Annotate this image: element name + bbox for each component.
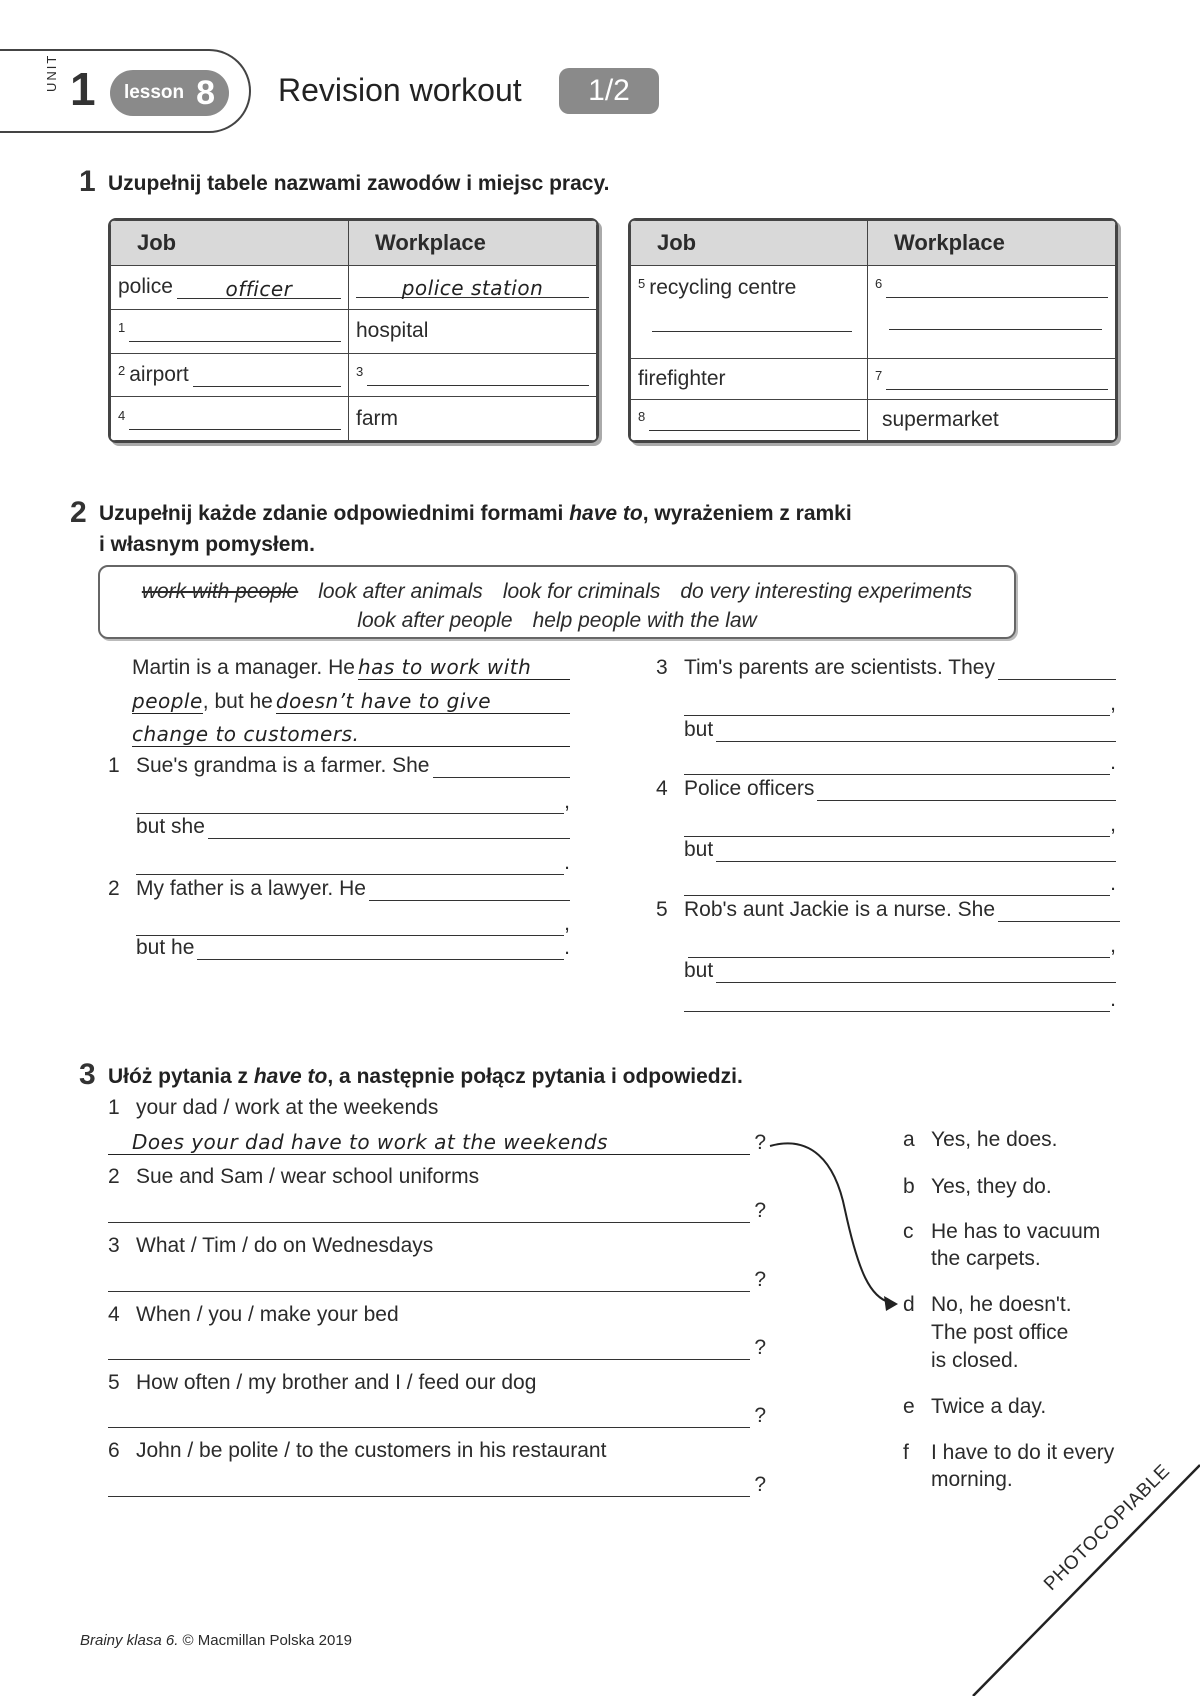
phrase: look after people [357, 609, 513, 632]
instruction-emphasis: have to [569, 502, 643, 525]
item-number: 1 [118, 320, 126, 336]
answer-text: I have to do it every [931, 1441, 1115, 1464]
answer-text: He has to vacuum [931, 1220, 1101, 1243]
item-number: 6 [108, 1439, 120, 1462]
answer-letter: a [903, 1128, 915, 1151]
punctuation: . [1110, 872, 1116, 895]
phrase: do very interesting experiments [680, 580, 973, 603]
answer-text: No, he doesn't. [931, 1293, 1072, 1316]
answer-letter: b [903, 1175, 915, 1198]
prompt-text: John / be polite / to the customers in his restaurant [136, 1439, 607, 1462]
answer-text: morning. [931, 1468, 1013, 1491]
sentence-text: but [684, 959, 714, 982]
example-answer: people [132, 689, 203, 713]
prompt-text: When / you / make your bed [136, 1303, 399, 1326]
sentence-text: Sue's grandma is a farmer. She [136, 754, 430, 777]
question-mark: ? [754, 1404, 766, 1427]
instruction-text: Ułóż pytania z [108, 1065, 254, 1088]
item-number: 2 [108, 877, 120, 900]
cell-text: hospital [349, 309, 597, 353]
punctuation: . [564, 851, 570, 874]
item-number: 8 [638, 409, 646, 424]
lesson-label: lesson [123, 82, 185, 103]
sentence-text: but [684, 838, 714, 861]
header-job: Job [631, 221, 868, 266]
answer-letter: e [903, 1395, 915, 1418]
question-mark: ? [754, 1473, 766, 1496]
item-number: 1 [108, 754, 120, 777]
item-number: 4 [108, 1303, 120, 1326]
question-mark: ? [754, 1131, 766, 1154]
answer-field[interactable]: officer [177, 277, 341, 299]
item-number: 4 [118, 407, 126, 423]
book-title: Brainy klasa 6. [80, 1632, 179, 1649]
punctuation: , [1110, 813, 1116, 836]
example-answer: change to customers. [132, 722, 570, 747]
example-answer: has to work with [358, 655, 570, 680]
page-badge: 1/2 [559, 68, 659, 114]
sentence-text: but she [136, 815, 205, 838]
exercise-1-instruction: Uzupełnij tabele nazwami zawodów i miejsc pracy. [108, 172, 610, 195]
sentence-text: but he [136, 936, 195, 959]
phrase-used: work with people [141, 580, 299, 603]
sentence-text: Police officers [684, 777, 815, 800]
question-mark: ? [754, 1199, 766, 1222]
question-mark: ? [754, 1268, 766, 1291]
lesson-number: 8 [196, 73, 216, 112]
unit-label: UNIT [44, 53, 59, 92]
punctuation: , [564, 790, 570, 813]
punctuation: . [1110, 751, 1116, 774]
item-number: 3 [656, 656, 668, 679]
cell-text: farm [349, 397, 597, 441]
prompt-text: How often / my brother and I / feed our dog [136, 1371, 537, 1394]
item-number: 5 [108, 1371, 120, 1394]
sentence-text: but [684, 718, 714, 741]
sentence-text: Tim's parents are scientists. They [684, 656, 995, 679]
item-number: 6 [875, 276, 883, 291]
cell-text: airport [129, 362, 189, 386]
answer-text: The post office [931, 1321, 1069, 1344]
answer-text: is closed. [931, 1349, 1019, 1372]
answer-letter: c [903, 1220, 914, 1243]
example-answer: doesn’t have to give [276, 689, 570, 714]
sentence-text: , but he [202, 690, 273, 713]
phrase: help people with the law [532, 609, 757, 632]
item-number: 7 [875, 368, 883, 383]
phrase: look for criminals [502, 580, 661, 603]
punctuation: , [564, 912, 570, 935]
prompt-text: Sue and Sam / wear school uniforms [136, 1165, 480, 1188]
instruction-text: Uzupełnij każde zdanie odpowiednimi formami [99, 502, 570, 525]
instruction-text: , wyrażeniem z ramki [642, 502, 852, 525]
exercise-3-number: 3 [79, 1058, 96, 1091]
instruction-emphasis: have to [253, 1065, 328, 1088]
instruction-text: , a następnie połącz pytania i odpowiedzi. [327, 1065, 743, 1088]
example-answer: Does your dad have to work at the weekends [108, 1130, 750, 1155]
cell-text: firefighter [631, 359, 868, 400]
question-mark: ? [754, 1336, 766, 1359]
unit-number: 1 [70, 63, 96, 115]
item-number: 1 [108, 1096, 120, 1119]
cell-text: police [118, 275, 173, 299]
answer-letter: d [903, 1293, 915, 1316]
copyright-text: © Macmillan Polska 2019 [178, 1632, 353, 1649]
phrase: look after animals [318, 580, 483, 603]
page-title: Revision workout [278, 72, 522, 108]
exercise-1-number: 1 [79, 165, 96, 198]
sentence-text: My father is a lawyer. He [136, 877, 366, 900]
item-number: 2 [108, 1165, 120, 1188]
sentence-text: Martin is a manager. He [132, 656, 355, 679]
item-number: 4 [656, 777, 668, 800]
sentence-text: Rob's aunt Jackie is a nurse. She [684, 898, 996, 921]
item-number: 3 [108, 1234, 120, 1257]
answer-text: Yes, they do. [931, 1175, 1052, 1198]
header-job: Job [111, 221, 349, 266]
header-workplace: Workplace [349, 221, 597, 266]
punctuation: . [564, 936, 570, 959]
photocopiable-label: PHOTOCOPIABLE [1040, 1460, 1175, 1595]
prompt-text: What / Tim / do on Wednesdays [136, 1234, 434, 1257]
cell-text: recycling centre [649, 276, 797, 299]
cell-text: supermarket [868, 400, 1116, 441]
item-number: 5 [656, 898, 668, 921]
item-number: 2 [118, 362, 126, 378]
exercise-2-instruction-line2: i własnym pomysłem. [99, 533, 315, 556]
punctuation: , [1110, 934, 1116, 957]
prompt-text: your dad / work at the weekends [136, 1096, 439, 1119]
item-number: 5 [638, 276, 646, 291]
item-number: 3 [356, 363, 364, 379]
punctuation: . [1110, 988, 1116, 1011]
answer-text: the carpets. [931, 1247, 1041, 1270]
answer-text: Twice a day. [931, 1395, 1047, 1418]
punctuation: , [1110, 692, 1116, 715]
header-workplace: Workplace [868, 221, 1116, 266]
answer-letter: f [903, 1441, 909, 1464]
answer-field[interactable]: police station [356, 276, 589, 298]
exercise-2-number: 2 [70, 496, 87, 529]
answer-text: Yes, he does. [931, 1128, 1058, 1151]
